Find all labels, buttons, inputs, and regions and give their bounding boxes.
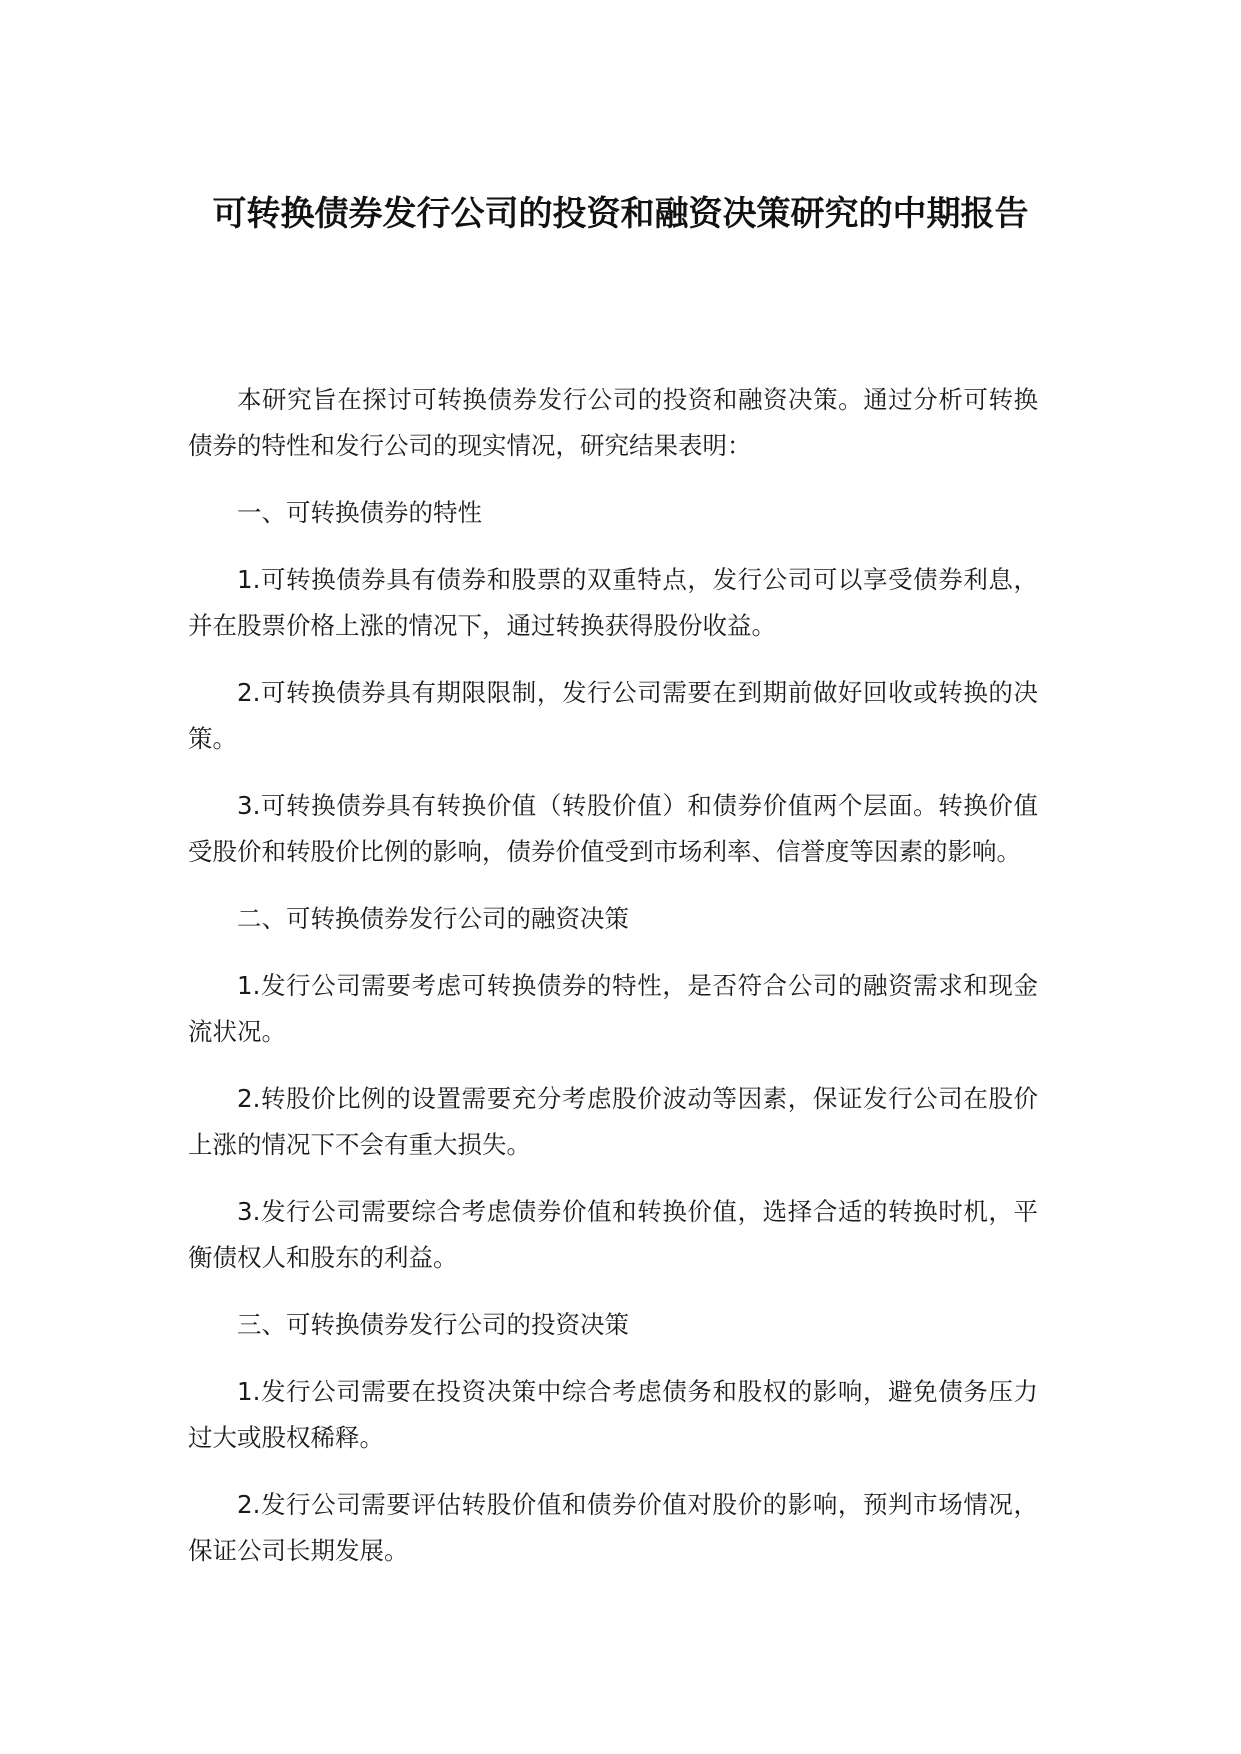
- section-2-item-2: 2.转股价比例的设置需要充分考虑股价波动等因素，保证发行公司在股价上涨的情况下不会有重大损失。: [188, 1084, 1038, 1159]
- section-1-item-2: 2.可转换债券具有期限限制，发行公司需要在到期前做好回收或转换的决策。: [188, 678, 1038, 753]
- document-body: [188, 377, 1038, 1595]
- section-1-item-3: 3.可转换债券具有转换价值（转股价值）和债券价值两个层面。转换价值受股价和转股价比例的影响，债券价值受到市场利率、信誉度等因素的影响。: [188, 791, 1038, 866]
- section-2-item-1: 1.发行公司需要考虑可转换债券的特性，是否符合公司的融资需求和现金流状况。: [188, 971, 1038, 1046]
- section-heading-2: 二、可转换债券发行公司的融资决策: [237, 904, 629, 933]
- section-3-item-1: 1.发行公司需要在投资决策中综合考虑债务和股权的影响，避免债务压力过大或股权稀释。: [188, 1377, 1038, 1452]
- intro-paragraph: 本研究旨在探讨可转换债券发行公司的投资和融资决策。通过分析可转换债券的特性和发行公司的现实情况，研究结果表明：: [188, 385, 1038, 460]
- section-heading-1: 一、可转换债券的特性: [237, 498, 482, 527]
- section-3-item-2: 2.发行公司需要评估转股价值和债券价值对股价的影响，预判市场情况，保证公司长期发展。: [188, 1490, 1038, 1565]
- section-1-item-1: 1.可转换债券具有债券和股票的双重特点，发行公司可以享受债券利息，并在股票价格上涨的情况下，通过转换获得股份收益。: [188, 565, 1038, 640]
- section-2-item-3: 3.发行公司需要综合考虑债券价值和转换价值，选择合适的转换时机，平衡债权人和股东的利益。: [188, 1197, 1038, 1272]
- section-heading-3: 三、可转换债券发行公司的投资决策: [237, 1310, 629, 1339]
- document-title: 可转换债券发行公司的投资和融资决策研究的中期报告: [212, 194, 1029, 234]
